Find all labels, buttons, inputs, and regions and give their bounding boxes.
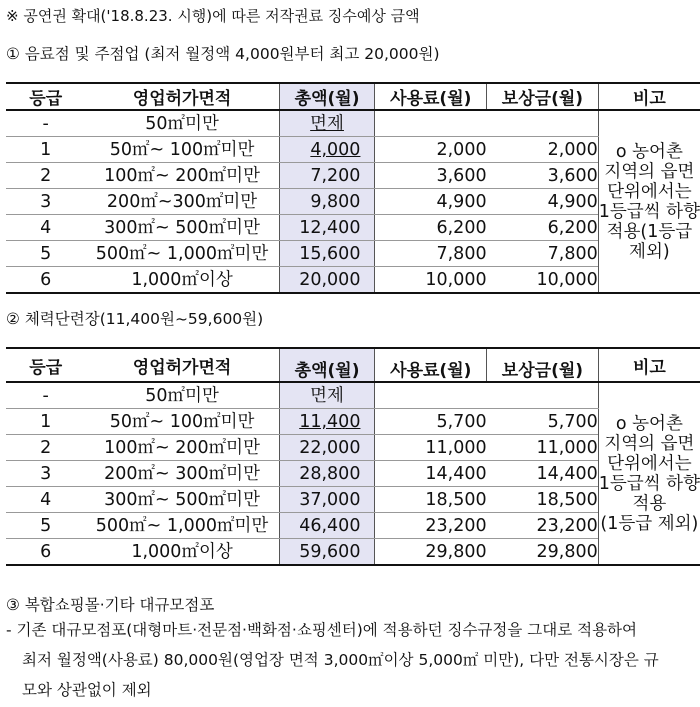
cell-area: 50㎡미만	[85, 110, 279, 137]
cell-total: 28,800	[279, 461, 375, 487]
cell-comp: 6,200	[487, 215, 599, 241]
cell-grade: 3	[6, 189, 85, 215]
cell-area: 200㎡~ 300㎡미만	[85, 461, 279, 487]
section3-body-line: - 기존 대규모점포(대형마트·전문점·백화점·쇼핑센터)에 적용하던 징수규정을 그대로 적용하여	[6, 621, 638, 639]
table-row	[6, 137, 700, 163]
table-row	[6, 487, 700, 513]
cell-usage: 14,400	[375, 461, 487, 487]
table-row	[6, 539, 700, 566]
fee-table-beverage	[6, 82, 700, 294]
cell-total: 12,400	[279, 215, 375, 241]
cell-grade: 2	[6, 435, 85, 461]
header-area: 영업허가면적	[85, 83, 279, 110]
table-header-row	[6, 83, 700, 110]
table-row	[6, 513, 700, 539]
note-line: (1등급 제외)	[600, 513, 699, 534]
note-line: 적용(1등급	[606, 221, 693, 242]
table-row	[6, 382, 700, 409]
cell-area: 50㎡~ 100㎡미만	[85, 137, 279, 163]
note-line: 1등급씩 하향	[598, 473, 700, 494]
cell-total: 37,000	[279, 487, 375, 513]
cell-area: 1,000㎡이상	[85, 539, 279, 566]
cell-usage: 3,600	[375, 163, 487, 189]
section3-body-line: 최저 월정액(사용료) 80,000원(영업장 면적 3,000㎡이상 5,000㎡ 미만), 다만 전통시장은 규	[22, 651, 659, 669]
cell-total: 면제	[279, 110, 375, 137]
cell-grade: 6	[6, 267, 85, 294]
cell-comp: 7,800	[487, 241, 599, 267]
cell-usage: 4,900	[375, 189, 487, 215]
header-total: 총액(월)	[279, 83, 375, 110]
cell-area: 300㎡~ 500㎡미만	[85, 215, 279, 241]
section3-title: ③ 복합쇼핑몰·기타 대규모점포	[6, 596, 215, 614]
cell-area: 100㎡~ 200㎡미만	[85, 163, 279, 189]
note-line: 단위에서는	[607, 181, 692, 202]
section1-title: ① 음료점 및 주점업 (최저 월정액 4,000원부터 최고 20,000원)	[6, 45, 440, 63]
cell-comp: 23,200	[487, 513, 599, 539]
cell-area: 300㎡~ 500㎡미만	[85, 487, 279, 513]
cell-grade: 1	[6, 137, 85, 163]
note-line: 단위에서는	[607, 453, 692, 474]
cell-comp: 11,000	[487, 435, 599, 461]
cell-grade: 3	[6, 461, 85, 487]
cell-usage: 5,700	[375, 409, 487, 435]
cell-total: 46,400	[279, 513, 375, 539]
cell-usage: 23,200	[375, 513, 487, 539]
table-header-row	[6, 348, 700, 382]
cell-usage: 11,000	[375, 435, 487, 461]
cell-usage: 29,800	[375, 539, 487, 566]
cell-usage	[375, 110, 487, 137]
table-row	[6, 241, 700, 267]
section2-title: ② 체력단련장(11,400원~59,600원)	[6, 310, 264, 328]
cell-usage: 10,000	[375, 267, 487, 294]
cell-grade: -	[6, 382, 85, 409]
table-row	[6, 435, 700, 461]
cell-usage: 2,000	[375, 137, 487, 163]
header-total: 총액(월)	[279, 348, 375, 382]
cell-area: 50㎡~ 100㎡미만	[85, 409, 279, 435]
note-line: 적용	[632, 493, 667, 514]
cell-comp: 2,000	[487, 137, 599, 163]
header-area: 영업허가면적	[85, 348, 279, 382]
fee-table-fitness	[6, 347, 700, 566]
cell-grade: -	[6, 110, 85, 137]
cell-grade: 5	[6, 513, 85, 539]
cell-total: 15,600	[279, 241, 375, 267]
table-row	[6, 110, 700, 137]
table-row	[6, 163, 700, 189]
cell-usage: 7,800	[375, 241, 487, 267]
cell-comp	[487, 110, 599, 137]
cell-comp: 18,500	[487, 487, 599, 513]
header-note: 비고	[598, 83, 700, 110]
cell-total: 20,000	[279, 267, 375, 294]
cell-area: 50㎡미만	[85, 382, 279, 409]
header-note: 비고	[598, 348, 700, 382]
cell-area: 200㎡~300㎡미만	[85, 189, 279, 215]
note-line: 1등급씩 하향	[598, 201, 700, 222]
cell-grade: 5	[6, 241, 85, 267]
cell-area: 1,000㎡이상	[85, 267, 279, 294]
note-cell	[598, 382, 700, 565]
cell-total: 면제	[279, 382, 375, 409]
notice-line: ※ 공연권 확대('18.8.23. 시행)에 따른 저작권료 징수예상 금액	[6, 7, 420, 25]
header-comp: 보상금(월)	[487, 83, 599, 110]
cell-comp: 14,400	[487, 461, 599, 487]
cell-grade: 2	[6, 163, 85, 189]
header-usage: 사용료(월)	[375, 348, 487, 382]
note-line: 지역의 읍면	[604, 433, 695, 454]
cell-total: 22,000	[279, 435, 375, 461]
cell-total: 59,600	[279, 539, 375, 566]
table-row	[6, 215, 700, 241]
cell-area: 500㎡~ 1,000㎡미만	[85, 241, 279, 267]
cell-usage: 6,200	[375, 215, 487, 241]
note-line: o 농어촌	[615, 413, 683, 434]
note-cell	[598, 110, 700, 293]
header-comp: 보상금(월)	[487, 348, 599, 382]
header-grade: 등급	[6, 348, 85, 382]
cell-comp: 10,000	[487, 267, 599, 294]
cell-comp: 4,900	[487, 189, 599, 215]
table-row	[6, 189, 700, 215]
cell-total: 7,200	[279, 163, 375, 189]
cell-comp: 3,600	[487, 163, 599, 189]
cell-total: 11,400	[279, 409, 375, 435]
note-line: o 농어촌	[615, 141, 683, 162]
cell-comp: 5,700	[487, 409, 599, 435]
cell-comp	[487, 382, 599, 409]
cell-grade: 4	[6, 487, 85, 513]
note-line: 제외)	[629, 241, 670, 262]
cell-area: 100㎡~ 200㎡미만	[85, 435, 279, 461]
header-grade: 등급	[6, 83, 85, 110]
table-row	[6, 409, 700, 435]
cell-comp: 29,800	[487, 539, 599, 566]
cell-total: 9,800	[279, 189, 375, 215]
cell-grade: 6	[6, 539, 85, 566]
section3-body-line: 모와 상관없이 제외	[22, 681, 152, 699]
table-row	[6, 267, 700, 294]
header-usage: 사용료(월)	[375, 83, 487, 110]
cell-total: 4,000	[279, 137, 375, 163]
cell-grade: 1	[6, 409, 85, 435]
cell-usage: 18,500	[375, 487, 487, 513]
table-row	[6, 461, 700, 487]
note-line: 지역의 읍면	[604, 161, 695, 182]
cell-area: 500㎡~ 1,000㎡미만	[85, 513, 279, 539]
cell-usage	[375, 382, 487, 409]
cell-grade: 4	[6, 215, 85, 241]
